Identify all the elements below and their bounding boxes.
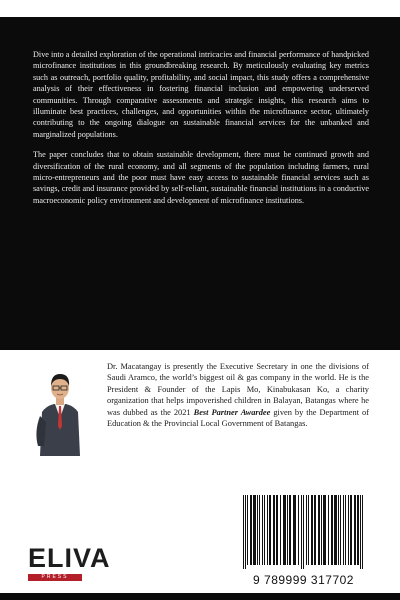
- barcode-bar: [314, 495, 316, 565]
- blurb-paragraph-1: Dive into a detailed exploration of the operational intricacies and financial performance of handpicked microfinance institutions in this groundbreaking research. By meticulously evaluating key metrics such as outreach, portfolio quality, profitability, and social impact, this study offers a comprehensive analysis of their effectiveness in fostering financial inclusion and empowering underserved communities. Through comparative assessments and strategic insights, this research aims to illuminate best practices, challenges, and opportunities within the microfinance sector, ultimately contributing to the ongoing dialogue on sustainable financial services for the unbanked and marginalized populations.: [33, 50, 369, 139]
- barcode-bar: [323, 495, 326, 565]
- barcode-bar: [262, 495, 263, 565]
- publisher-logo: [28, 543, 111, 585]
- bottom-edge: [0, 593, 400, 600]
- barcode-bar: [247, 495, 248, 565]
- author-photo: [30, 366, 90, 456]
- barcode-bar: [303, 495, 304, 569]
- barcode-bar: [269, 495, 271, 565]
- barcode-bars: [237, 493, 370, 571]
- isbn-number: 9 789999 317702: [253, 573, 354, 587]
- award-title: Best Partner Awardee: [193, 407, 271, 417]
- barcode-bar: [343, 495, 344, 565]
- barcode-bar: [338, 495, 339, 565]
- blurb-paragraph-2: The paper concludes that to obtain sustainable development, there must be continued growth and diversification of the rural economy, and all segments of the population including farmers, rural micro-entrepreneurs and the poor must have easy access to sustainable financial services such as savings, credit and insurance provided by self-reliant, sustainable financial institutions in a conductive macroeconomic policy environment and development of microfinance institutions.: [33, 150, 369, 205]
- barcode-bar: [357, 495, 359, 565]
- barcode-bar: [348, 495, 349, 565]
- barcode-bar: [264, 495, 265, 565]
- barcode-bar: [298, 495, 299, 565]
- barcode-bar: [340, 495, 341, 565]
- blurb-panel: [0, 17, 400, 350]
- blurb-text: [33, 49, 369, 215]
- barcode-bar: [308, 495, 309, 565]
- barcode-bar: [250, 495, 252, 565]
- barcode-bar: [243, 495, 244, 569]
- barcode-bar: [287, 495, 288, 565]
- barcode-bar: [362, 495, 363, 569]
- publisher-logo-subtext: PRESS: [28, 574, 82, 581]
- barcode-bar: [280, 495, 281, 565]
- barcode-bar: [259, 495, 260, 565]
- barcode-bar: [253, 495, 256, 565]
- barcode-bar: [245, 495, 246, 569]
- barcode-bar: [257, 495, 258, 565]
- barcode-bar: [273, 495, 275, 565]
- barcode-bar: [276, 495, 278, 565]
- barcode-bar: [331, 495, 333, 565]
- author-bio-text: Dr. Macatangay is presently the Executive Secretary in one the divisions of Saudi Aramco, the world’s biggest oil & gas company in the world. He is the President & Founder of the Lapis Mo, Kinabukasan Ko, a charity organization that helps impoverished children in Balayan, Batangas where he was dubbed as the 2021: [107, 362, 369, 417]
- barcode-bar: [301, 495, 302, 569]
- barcode-bar: [360, 495, 361, 569]
- barcode-bar: [289, 495, 291, 565]
- barcode-bar: [350, 495, 352, 565]
- author-bio-text-end: given by the Department of Education & the Provincial Local Government of Batangas.: [107, 407, 369, 429]
- barcode-bar: [328, 495, 329, 565]
- barcode-bar: [345, 495, 346, 565]
- author-bio: [107, 361, 369, 429]
- barcode-bar: [283, 495, 286, 565]
- barcode-bar: [321, 495, 322, 565]
- barcode-bar: [267, 495, 268, 565]
- isbn-barcode: [237, 493, 370, 587]
- barcode-bar: [293, 495, 296, 565]
- barcode-bar: [318, 495, 320, 565]
- barcode-bar: [306, 495, 307, 565]
- barcode-bar: [311, 495, 313, 565]
- top-margin: [0, 0, 400, 17]
- publisher-logo-text: ELIVA: [28, 543, 111, 573]
- barcode-bar: [334, 495, 337, 565]
- barcode-bar: [354, 495, 356, 565]
